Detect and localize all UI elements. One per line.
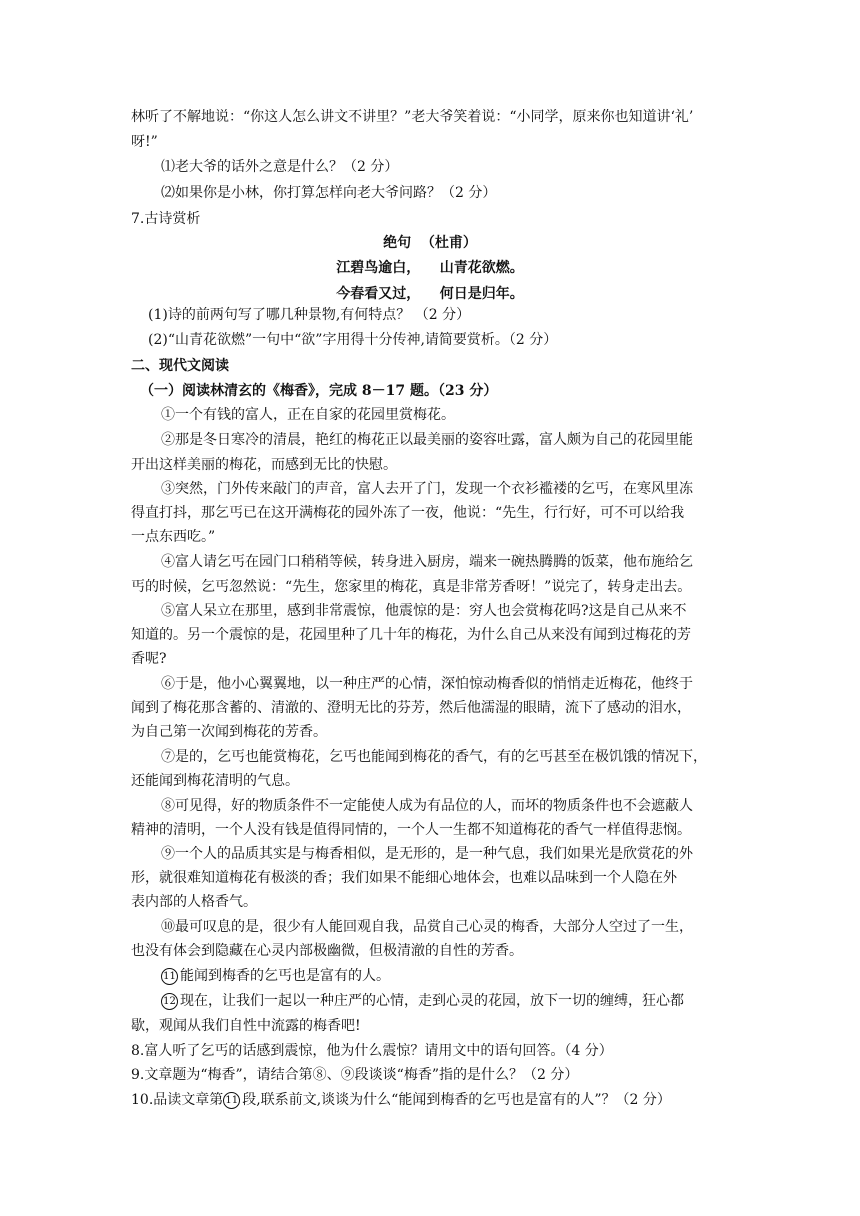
section-heading: 7.古诗赏析	[131, 211, 201, 227]
passage-paragraph: ②那是冬日寒冷的清晨，艳红的梅花正以最美丽的姿容吐露，富人颇为自己的花园里能	[161, 432, 693, 448]
poem-line: 江碧鸟逾白， 山青花欲燃。	[336, 260, 524, 276]
paragraph-text: 能闻到梅香的乞丐也是富有的人。	[180, 968, 390, 984]
question-item: ⑵如果你是小林，你打算怎样向老大爷问路？（2 分）	[161, 185, 497, 201]
passage-paragraph: ①一个有钱的富人，正在自家的花园里赏梅花。	[161, 407, 455, 423]
passage-paragraph	[161, 966, 390, 986]
intro-line: 呀!”	[131, 134, 158, 150]
question-text: 段,联系前文,谈谈为什么“能闻到梅香的乞丐也是富有的人”？（2 分）	[242, 1092, 671, 1108]
question-item	[131, 1090, 671, 1110]
passage-paragraph: ⑨一个人的品质其实是与梅香相似，是无形的，是一种气息，我们如果光是欣赏花的外	[161, 846, 693, 862]
passage-paragraph: ⑦是的，乞丐也能赏梅花，乞丐也能闻到梅花的香气，有的乞丐甚至在极饥饿的情况下，	[161, 749, 707, 765]
passage-paragraph: 表内部的人格香气。	[131, 894, 257, 910]
section-heading: 二、现代文阅读	[131, 358, 229, 374]
question-item: (1)诗的前两句写了哪几种景物,有何特点？ （2 分）	[148, 307, 471, 323]
passage-instruction: （一）阅读林清玄的《梅香》，完成 8－17 题。（23 分）	[140, 383, 498, 399]
passage-paragraph: 形，就很难知道梅花有极淡的香；我们如果不能细心地体会，也难以品味到一个人隐在外	[131, 870, 677, 886]
paragraph-number: 11	[161, 968, 178, 985]
passage-paragraph: 开出这样美丽的梅花，而感到无比的快慰。	[131, 457, 397, 473]
paragraph-number: 11	[223, 1092, 240, 1109]
poem-title: 绝句 （杜甫）	[383, 235, 477, 251]
passage-paragraph: 精神的清明，一个人没有钱是值得同情的，一个人一生都不知道梅花的香气一样值得悲悯。	[131, 822, 691, 838]
passage-paragraph: 歇，观闻从我们自性中流露的梅香吧!	[131, 1018, 361, 1034]
passage-paragraph: ⑩最可叹息的是，很少有人能回观自我，品赏自己心灵的梅香，大部分人空过了一生，	[161, 919, 693, 935]
passage-paragraph: 也没有体会到隐藏在心灵内部极幽微，但极清澈的自性的芳香。	[131, 943, 523, 959]
paragraph-number: 12	[161, 993, 178, 1010]
passage-paragraph	[161, 991, 684, 1011]
passage-paragraph: 闻到了梅花那含蓄的、清澈的、澄明无比的芬芳，然后他濡湿的眼睛，流下了感动的泪水，	[131, 700, 691, 716]
poem-line: 今春看又过， 何日是归年。	[336, 286, 524, 302]
passage-paragraph: ⑤富人呆立在那里，感到非常震惊，他震惊的是：穷人也会赏梅花吗?这是自己从来不	[161, 603, 687, 619]
passage-paragraph: 丐的时候，乞丐忽然说：“先生，您家里的梅花，真是非常芳香呀！”说完了，转身走出去。	[131, 579, 692, 595]
question-item: 9.文章题为“梅香”，请结合第⑧、⑨段谈谈“梅香”指的是什么？（2 分）	[131, 1067, 579, 1083]
question-item: (2)“山青花欲燃”一句中“欲”字用得十分传神,请简要赏析。（2 分）	[148, 332, 558, 348]
paragraph-text: 现在，让我们一起以一种庄严的心情，走到心灵的花园，放下一切的缠缚，狂心都	[180, 993, 684, 1009]
passage-paragraph: ④富人请乞丐在园门口稍稍等候，转身进入厨房，端来一碗热腾腾的饭菜，他布施给乞	[161, 554, 693, 570]
question-text: 10.品读文章第	[131, 1092, 224, 1108]
passage-paragraph: 知道的。另一个震惊的是，花园里种了几十年的梅花，为什么自己从来没有闻到过梅花的芳	[131, 627, 691, 643]
passage-paragraph: 香呢?	[131, 651, 167, 667]
passage-paragraph: 为自己第一次闻到梅花的芳香。	[131, 724, 327, 740]
passage-paragraph: 一点东西吃。”	[131, 529, 216, 545]
passage-paragraph: ⑥于是，他小心翼翼地，以一种庄严的心情，深怕惊动梅香似的悄悄走近梅花，他终于	[161, 676, 693, 692]
passage-paragraph: 还能闻到梅花清明的气息。	[131, 773, 299, 789]
question-item: ⑴老大爷的话外之意是什么？（2 分）	[161, 159, 399, 175]
passage-paragraph: 得直打抖，那乞丐已在这开满梅花的园外冻了一夜，他说：“先生，行行好，可不可以给我	[131, 505, 685, 521]
question-item: 8.富人听了乞丐的话感到震惊，他为什么震惊？请用文中的语句回答。（4 分）	[131, 1043, 613, 1059]
intro-line: 林听了不解地说：“你这人怎么讲文不讲里？”老大爷笑着说：“小同学，原来你也知道讲‘礼’	[131, 109, 694, 125]
passage-paragraph: ⑧可见得，好的物质条件不一定能使人成为有品位的人，而坏的物质条件也不会遮蔽人	[161, 798, 693, 814]
passage-paragraph: ③突然，门外传来敲门的声音，富人去开了门，发现一个衣衫褴褛的乞丐，在寒风里冻	[161, 481, 693, 497]
